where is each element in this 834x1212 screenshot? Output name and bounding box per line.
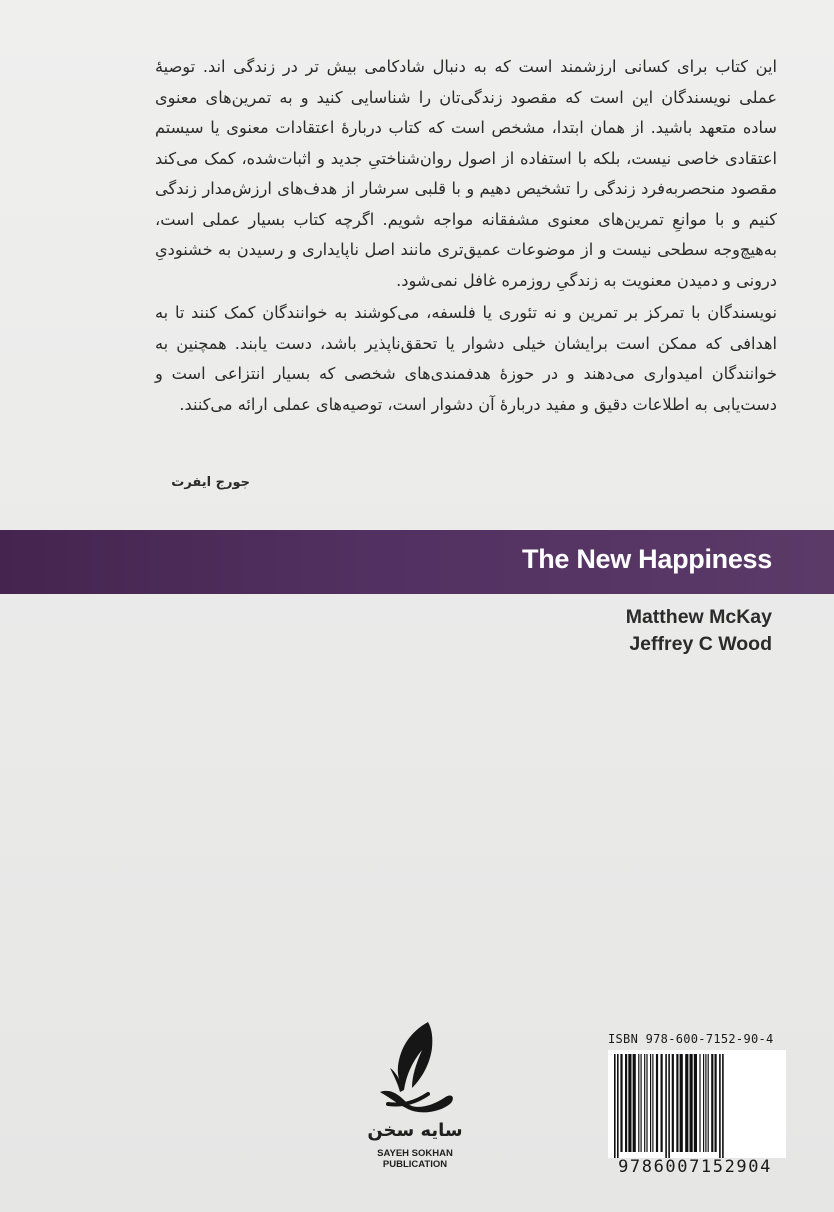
barcode-bar bbox=[722, 1054, 724, 1158]
publisher-name-persian: سایه سخن bbox=[367, 1120, 463, 1141]
publisher-name-english bbox=[350, 1148, 480, 1170]
barcode-bar bbox=[614, 1054, 616, 1158]
barcode-bar bbox=[665, 1054, 667, 1158]
blurb-text bbox=[155, 52, 777, 420]
barcode-bar bbox=[661, 1054, 663, 1152]
barcode-bar bbox=[703, 1054, 704, 1152]
barcode-bar bbox=[644, 1054, 645, 1152]
barcode-bars bbox=[608, 1050, 786, 1158]
barcode-bar bbox=[625, 1054, 627, 1152]
blurb-paragraph-2: نویسندگان با تمرکز بر تمرین و نه تئوری یا فلسفه، می‌کوشند به خوانندگان کمک کنند تا به اهدافی که ممکن است برایشان خیلی دشوار یا تحقق‌ناپذیر باشد، دست یابند. همچنین به خوانندگان امیدواری می‌دهند و در حوزهٔ هدفمندی‌های شخصی که بسیار انتزاعی است و دست‌یابی به اطلاعات دقیق و مفید دربارهٔ آن دشوار است، توصیه‌های عملی ارائه می‌کنند. bbox=[155, 303, 777, 414]
barcode-bar bbox=[711, 1054, 713, 1152]
isbn-barcode bbox=[600, 1030, 790, 1180]
barcode-bar bbox=[650, 1054, 651, 1152]
barcode-bar bbox=[705, 1054, 706, 1152]
barcode-bar bbox=[690, 1054, 693, 1152]
publisher-logo bbox=[360, 1018, 470, 1188]
barcode-bar bbox=[656, 1054, 658, 1152]
publisher-name-line: PUBLICATION bbox=[382, 1159, 448, 1170]
barcode-bar bbox=[694, 1054, 697, 1152]
barcode-bar bbox=[685, 1054, 688, 1152]
barcode-bar bbox=[617, 1054, 619, 1158]
title-band bbox=[0, 530, 834, 594]
barcode-bar bbox=[620, 1054, 622, 1152]
barcode-bar bbox=[646, 1054, 647, 1152]
barcode-bar bbox=[680, 1054, 683, 1152]
author-name: Jeffrey C Wood bbox=[629, 633, 772, 655]
barcode-bar bbox=[628, 1054, 631, 1152]
barcode-number: 9786007152904 bbox=[618, 1157, 772, 1177]
publisher-name-line: SAYEH SOKHAN bbox=[377, 1148, 453, 1159]
barcode-bar bbox=[715, 1054, 717, 1152]
isbn-label: ISBN 978-600-7152-90-4 bbox=[608, 1032, 774, 1046]
barcode-bar bbox=[633, 1054, 636, 1152]
blurb-paragraph-1: این کتاب برای کسانی ارزشمند است که به دنبال شادکامی بیش تر در زندگی اند. توصیهٔ عملی نویسندگان این است که مقصود زندگی‌تان را شناسایی کنید و به تمرین‌های معنوی ساده متعهد باشید. از همان ابتدا، مشخص است که کتاب دربارهٔ اعتقادات معنوی یا سیستم اعتقادی خاصی نیست، بلکه با استفاده از اصول روان‌شناختیِ جدید و اثبات‌شده، کمک می‌کند مقصود منحصربه‌فرد زندگی را تشخیص دهیم و با قلبی سرشار از هدف‌های ارزش‌مدار زندگی کنیم و با موانعِ تمرین‌های معنوی مشفقانه مواجه شویم. اگرچه کتاب بسیار عملی است، به‌هیچ‌وجه سطحی نیست و از موضوعات عمیق‌تری مانند اصل ناپایداری و رسیدن به خشنودیِ درونی و دمیدن معنویت به زندگیِ روزمره غافل نمی‌شود. bbox=[155, 57, 777, 290]
book-title: The New Happiness bbox=[522, 544, 772, 574]
barcode-bar bbox=[719, 1054, 721, 1158]
barcode-bar bbox=[652, 1054, 653, 1152]
barcode-bar bbox=[638, 1054, 639, 1152]
barcode-bar bbox=[668, 1054, 670, 1158]
barcode-bar bbox=[708, 1054, 709, 1152]
barcode-bar bbox=[699, 1054, 700, 1152]
blurb-signature: جورج ایفرت bbox=[171, 475, 250, 490]
barcode-bar bbox=[641, 1054, 642, 1152]
author-list bbox=[626, 604, 772, 658]
feather-quill-icon bbox=[370, 1018, 460, 1118]
barcode-bar bbox=[676, 1054, 678, 1152]
barcode-bar bbox=[672, 1054, 674, 1152]
author-name: Matthew McKay bbox=[625, 606, 772, 628]
